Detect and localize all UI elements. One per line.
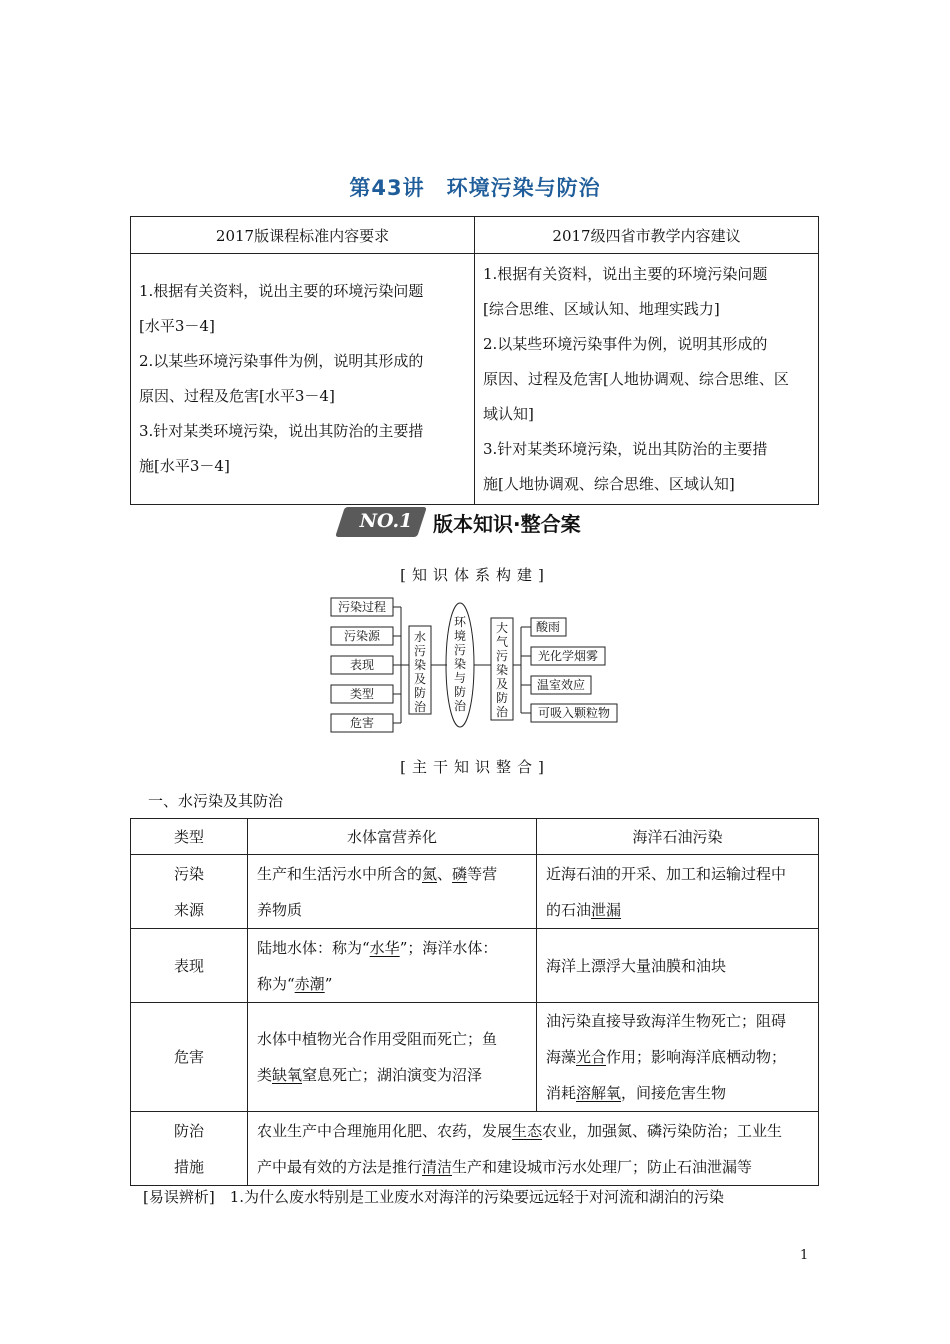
page-title: 第43讲 环境污染与防治 [349, 176, 601, 200]
diagram-water-char: 及 [413, 672, 427, 686]
eutrophication-cell [248, 929, 537, 1003]
diagram-air-char: 治 [495, 705, 509, 719]
diagram-air-char: 气 [495, 635, 509, 649]
diagram-center-char: 染 [453, 657, 467, 671]
cell-text: 近海石油的开采、加工和运输过程中 [546, 864, 787, 883]
note-text: 1.为什么废水特别是工业废水对海洋的污染要远远轻于对河流和湖泊的污染 [229, 1188, 725, 1206]
standards-right-cell [475, 254, 819, 505]
diagram-center-char: 防 [453, 685, 467, 699]
standards-header-left: 2017版课程标准内容要求 [131, 217, 475, 254]
cell-answer: 光合 [576, 1048, 607, 1066]
diagram-right-item: 光化学烟雾 [537, 649, 599, 663]
table-row [131, 855, 819, 929]
diagram-left-item: 污染源 [343, 629, 381, 643]
cell-text: 海洋上漂浮大量油膜和油块 [546, 956, 727, 975]
diagram-center-char: 与 [453, 671, 467, 685]
subheading-main-knowledge: [主干知识整合] [400, 758, 550, 776]
row-type-line: 污染 [173, 864, 204, 883]
cell-answer: 赤潮 [294, 974, 325, 993]
diagram-air-char: 污 [495, 649, 509, 663]
diagram-air-char: 大 [495, 621, 509, 635]
water-header-oil: 海洋石油污染 [537, 819, 819, 855]
cell-text: 农业，加强氮、磷污染防治；工业生 [542, 1121, 783, 1140]
oil-cell [537, 929, 819, 1003]
row-type-line: 措施 [173, 1157, 204, 1176]
diagram-left-item: 表现 [349, 658, 375, 672]
diagram-right-item: 可吸入颗粒物 [537, 706, 611, 720]
water-header-eutrophication: 水体富营养化 [248, 819, 537, 855]
diagram-water-char: 防 [413, 686, 427, 700]
cell-text: 称为“ [257, 974, 295, 993]
cell-text: 海藻 [546, 1048, 577, 1066]
cell-text: ”；海洋水体： [399, 938, 498, 957]
cell-text: 生产和建设城市污水处理厂；防止石油泄漏等 [452, 1157, 753, 1176]
oil-cell [537, 1003, 819, 1112]
note-label: [易误辨析] [143, 1188, 215, 1206]
cell-text: 产中最有效的方法是推行 [257, 1157, 423, 1176]
cell-answer: 氮 [422, 864, 438, 883]
knowledge-diagram-svg [325, 590, 635, 740]
diagram-left-item: 危害 [349, 716, 375, 730]
cell-text: 农业生产中合理施用化肥、农药，发展 [257, 1121, 513, 1140]
diagram-center-char: 治 [453, 699, 467, 713]
banner-badge-text: NO.1 [359, 510, 413, 532]
knowledge-diagram [325, 590, 635, 740]
diagram-right-item: 温室效应 [536, 678, 586, 692]
diagram-center-char: 境 [453, 629, 467, 643]
cell-answer: 清洁 [422, 1157, 453, 1176]
cell-text: 的石油 [546, 900, 592, 919]
cell-text: ，间接危害生物 [621, 1084, 727, 1102]
standards-right-line: [综合思维、区域认知、地理实践力] [483, 299, 720, 318]
row-type-cell [131, 1112, 248, 1186]
row-type-line: 表现 [173, 956, 204, 975]
oil-cell [537, 855, 819, 929]
cell-answer: 水华 [369, 938, 400, 957]
standards-left-cell [131, 254, 475, 505]
standards-right-line: 域认知] [483, 404, 534, 423]
diagram-air-char: 及 [495, 677, 509, 691]
row-type-line: 防治 [173, 1121, 204, 1140]
diagram-water-char: 染 [413, 658, 427, 672]
row-type-cell [131, 855, 248, 929]
misconception-note [143, 1186, 724, 1207]
cell-answer: 溶解氧 [576, 1084, 622, 1102]
cell-answer: 磷 [452, 864, 468, 883]
standards-right-line: 2.以某些环境污染事件为例，说明其形成的 [483, 334, 768, 353]
measures-cell [248, 1112, 819, 1186]
row-type-cell [131, 929, 248, 1003]
eutrophication-cell [248, 855, 537, 929]
row-type-line: 危害 [173, 1048, 204, 1066]
diagram-air-char: 染 [495, 663, 509, 677]
standards-header-right: 2017级四省市教学内容建议 [475, 217, 819, 254]
diagram-right-item: 酸雨 [535, 620, 561, 634]
cell-answer: 缺氧 [272, 1066, 303, 1084]
standards-left-line: 1.根据有关资料，说出主要的环境污染问题 [139, 282, 424, 300]
cell-text: 水体中植物光合作用受阻而死亡；鱼 [257, 1030, 498, 1048]
row-type-line: 来源 [173, 900, 204, 919]
cell-text: 作用；影响海洋底栖动物； [606, 1048, 787, 1066]
standards-left-line: 3.针对某类环境污染，说出其防治的主要措 [139, 422, 424, 440]
cell-answer: 泄漏 [591, 900, 622, 919]
cell-text: 窒息死亡；湖泊演变为沼泽 [302, 1066, 483, 1084]
table-row [131, 1112, 819, 1186]
diagram-center-char: 污 [453, 643, 467, 657]
diagram-left-item: 类型 [349, 687, 375, 701]
water-header-type: 类型 [131, 819, 248, 855]
standards-left-line: 2.以某些环境污染事件为例，说明其形成的 [139, 352, 424, 370]
diagram-left-item: 污染过程 [337, 600, 387, 614]
standards-right-line: 原因、过程及危害[人地协调观、综合思维、区 [483, 369, 789, 388]
diagram-center-char: 环 [453, 615, 467, 629]
diagram-water-char: 治 [413, 700, 427, 714]
standards-table [130, 216, 819, 505]
cell-text: 等营 [467, 864, 498, 883]
cell-answer: 生态 [512, 1121, 543, 1140]
diagram-water-char: 水 [413, 630, 427, 644]
cell-text: 油污染直接导致海洋生物死亡；阻碍 [546, 1012, 787, 1030]
cell-text: 消耗 [546, 1084, 577, 1102]
standards-right-line: 1.根据有关资料，说出主要的环境污染问题 [483, 264, 768, 283]
cell-text: 陆地水体：称为“ [257, 938, 370, 957]
standards-right-line: 3.针对某类环境污染，说出其防治的主要措 [483, 439, 768, 458]
cell-text: ” [324, 974, 333, 993]
cell-text: 养物质 [257, 900, 303, 919]
cell-text: 、 [437, 864, 453, 883]
standards-left-line: 原因、过程及危害[水平3－4] [139, 387, 335, 405]
diagram-water-char: 污 [413, 644, 427, 658]
standards-left-line: 施[水平3－4] [139, 457, 230, 475]
row-type-cell [131, 1003, 248, 1112]
table-row [131, 929, 819, 1003]
eutrophication-cell [248, 1003, 537, 1112]
subheading-knowledge-system: [知识体系构建] [400, 566, 550, 584]
water-pollution-table [130, 818, 819, 1186]
diagram-air-char: 防 [495, 691, 509, 705]
table-row [131, 1003, 819, 1112]
cell-text: 类 [257, 1066, 273, 1084]
standards-left-line: [水平3－4] [139, 317, 215, 335]
page-number: 1 [800, 1248, 809, 1263]
cell-text: 生产和生活污水中所含的 [257, 864, 423, 883]
section-title: 一、水污染及其防治 [148, 792, 284, 810]
banner-title: 版本知识·整合案 [433, 512, 581, 536]
standards-right-line: 施[人地协调观、综合思维、区域认知] [483, 474, 735, 493]
